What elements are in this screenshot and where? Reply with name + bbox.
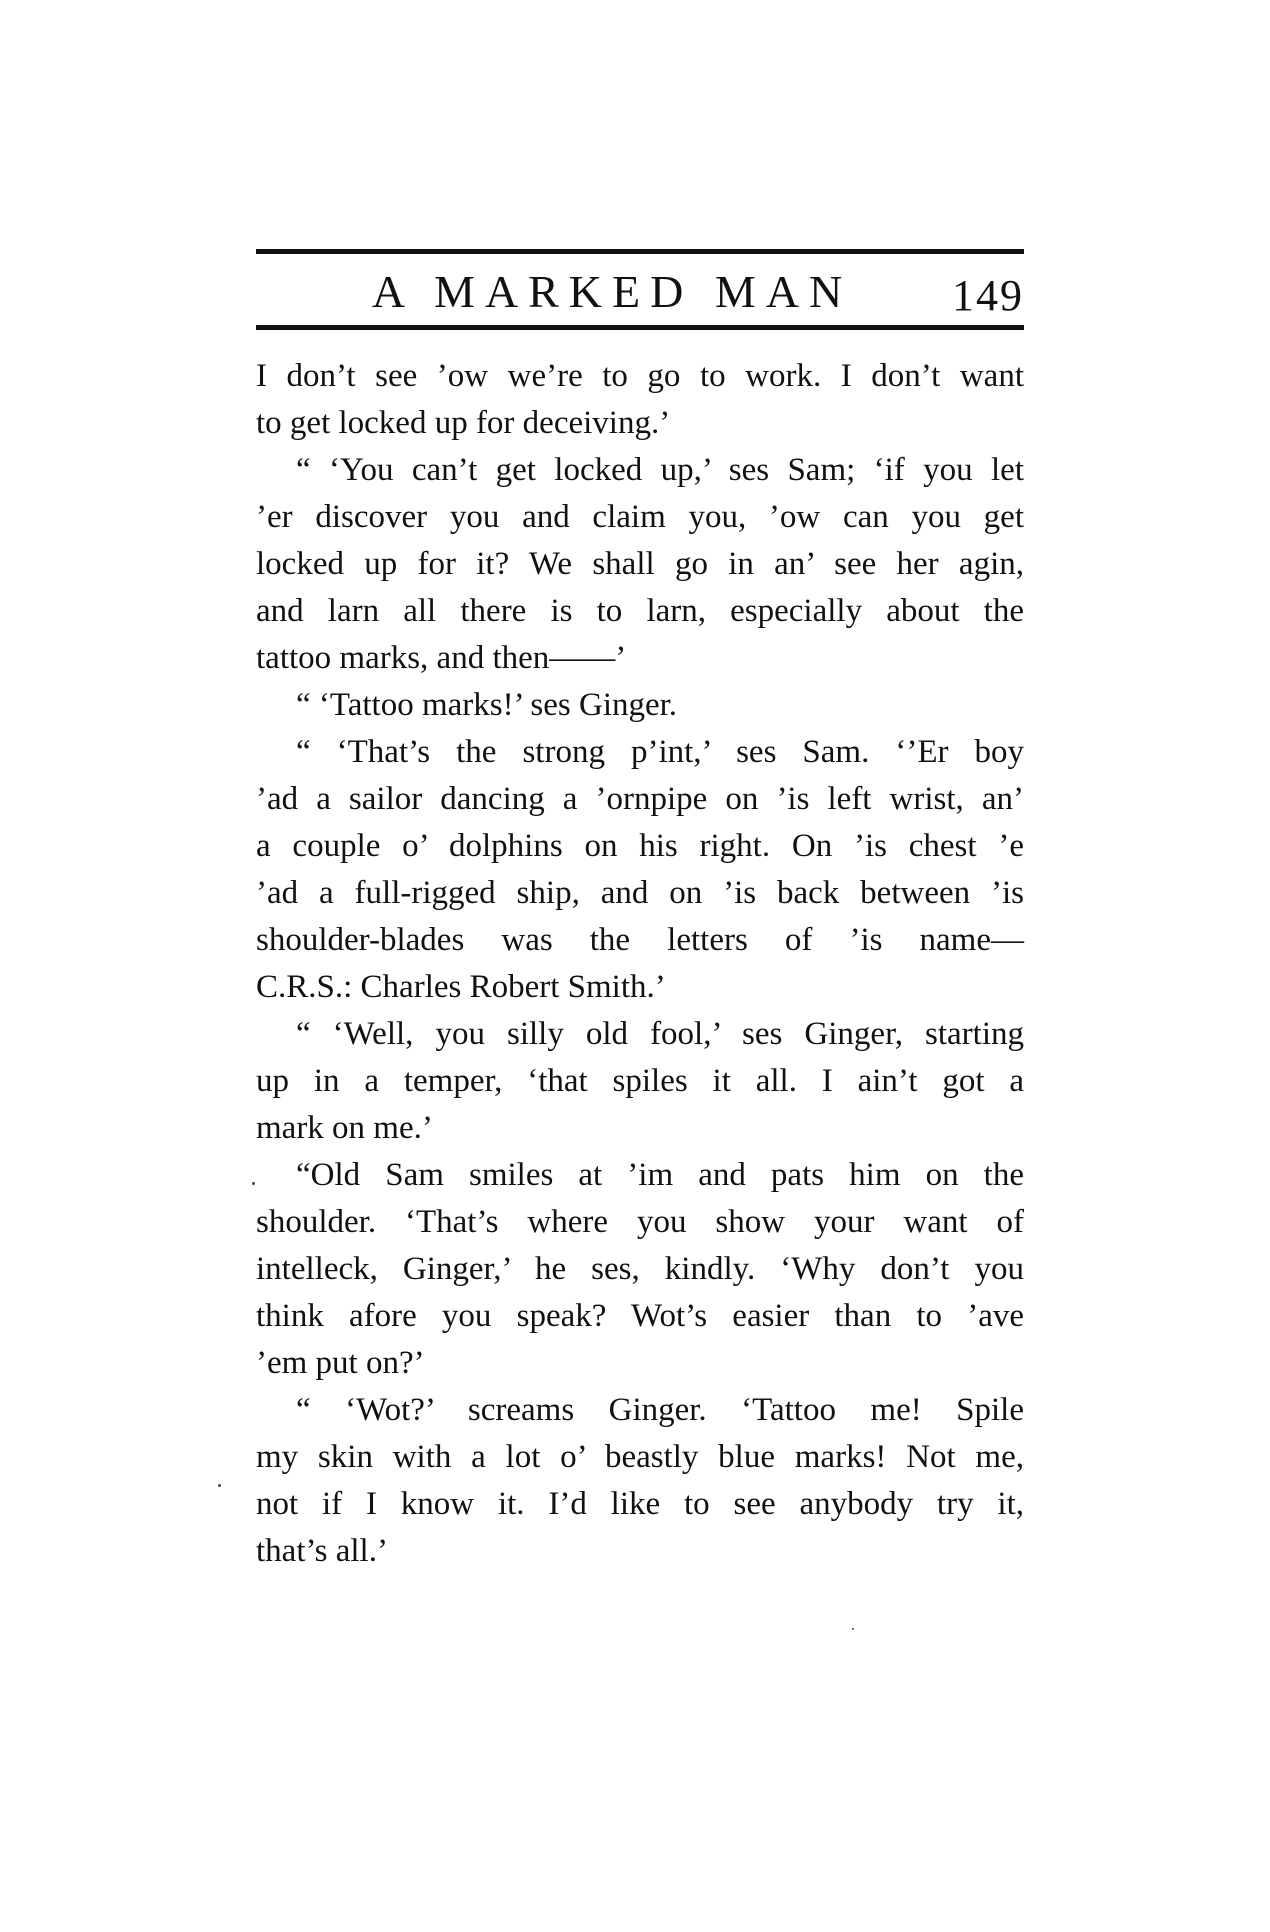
page-body — [256, 353, 1024, 1575]
text-line: shoulder-blades was the letters of ’is name— — [256, 922, 1024, 958]
text-line: “Old Sam smiles at ’im and pats him on the — [296, 1157, 1024, 1193]
print-speck — [218, 1484, 221, 1487]
text-line: I don’t see ’ow we’re to go to work. I don’t want — [256, 358, 1024, 394]
text-line: “ ‘Well, you silly old fool,’ ses Ginger, starting — [296, 1016, 1024, 1052]
print-speck — [852, 1628, 854, 1630]
running-header — [256, 258, 1024, 326]
text-line: up in a temper, ‘that spiles it all. I ain’t got a — [256, 1063, 1024, 1099]
text-line: that’s all.’ — [256, 1533, 388, 1569]
text-line: C.R.S.: Charles Robert Smith.’ — [256, 969, 666, 1005]
text-line: ’er discover you and claim you, ’ow can you get — [256, 499, 1024, 535]
text-line: a couple o’ dolphins on his right. On ’is chest ’e — [256, 828, 1024, 864]
text-line: my skin with a lot o’ beastly blue marks! Not me, — [256, 1439, 1024, 1475]
text-line: ’ad a full-rigged ship, and on ’is back between ’is — [256, 875, 1024, 911]
header-rule-top — [256, 249, 1024, 254]
text-line: shoulder. ‘That’s where you show your want of — [256, 1204, 1024, 1240]
text-line: “ ‘That’s the strong p’int,’ ses Sam. ‘’Er boy — [296, 734, 1024, 770]
text-line: to get locked up for deceiving.’ — [256, 405, 671, 441]
text-line: “ ‘Wot?’ screams Ginger. ‘Tattoo me! Spile — [296, 1392, 1024, 1428]
text-line: ’ad a sailor dancing a ’ornpipe on ’is left wrist, an’ — [256, 781, 1024, 817]
text-line: tattoo marks, and then——’ — [256, 640, 627, 676]
text-line: locked up for it? We shall go in an’ see her agin, — [256, 546, 1024, 582]
header-rule-bottom — [256, 325, 1024, 330]
text-line: and larn all there is to larn, especially about the — [256, 593, 1024, 629]
text-line: not if I know it. I’d like to see anybody try it, — [256, 1486, 1024, 1522]
page-number: 149 — [952, 271, 1024, 320]
text-line: ’em put on?’ — [256, 1345, 425, 1381]
text-line: think afore you speak? Wot’s easier than to ’ave — [256, 1298, 1024, 1334]
text-line: mark on me.’ — [256, 1110, 433, 1146]
print-speck — [252, 1182, 255, 1185]
text-line: intelleck, Ginger,’ he ses, kindly. ‘Why don’t you — [256, 1251, 1024, 1287]
running-title: A MARKED MAN — [371, 266, 853, 317]
text-line: “ ‘You can’t get locked up,’ ses Sam; ‘if you let — [296, 452, 1024, 488]
text-line: “ ‘Tattoo marks!’ ses Ginger. — [296, 687, 678, 723]
